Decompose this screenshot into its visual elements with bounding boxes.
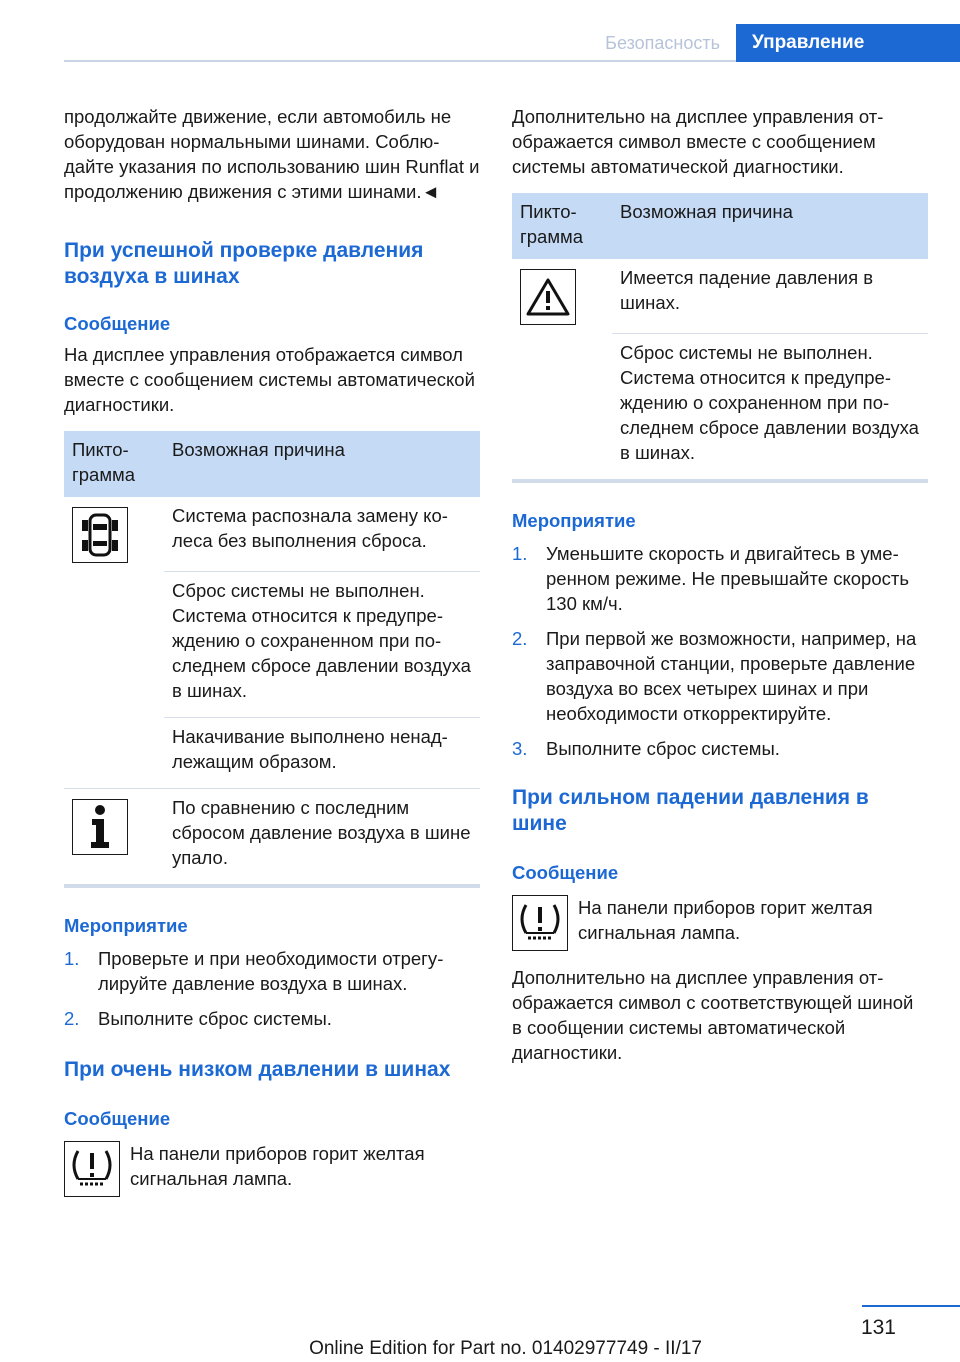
step-text: Уменьшите скорость и двигайтесь в умеренном режиме. Не превышайте скорость 130 км/ч. [546,542,909,614]
step-number: 3. [512,737,528,759]
table-row [64,717,480,788]
table-row [512,333,928,479]
table-end-rule [512,479,928,483]
subheading-action: Мероприятие [512,509,636,531]
list-item [512,626,928,726]
step-number: 1. [512,542,528,564]
lamp-text: На панели приборов горит желтая сигнальная лампа. [578,896,873,943]
table-header-cause: Возможная причина [612,193,928,259]
subheading-message: Сообщение [64,313,171,334]
lamp-text: На панели приборов горит желтая сигнальная лампа. [130,1142,425,1189]
action-steps [64,946,480,1031]
list-item [64,946,480,996]
table-cell-cause: Накачивание выполнено ненадлежащим образом. [164,717,480,788]
tab-safety[interactable]: Безопасность [605,33,720,53]
table-cell-cause: Система распознала замену колеса без выполнения сброса. [172,505,448,551]
step-text: Проверьте и при необходимости отрегулируйте давление воздуха в шинах. [98,947,444,994]
warning-lamp-message [512,895,928,951]
list-item [512,541,928,616]
list-item [512,736,928,761]
warning-lamp-message [64,1141,480,1197]
table-cell-cause: Сброс системы не выполнен. Система относится к предупреждению о сохраненном при последнем сбросе давлении воздуха в шинах. [612,333,928,479]
step-text: При первой же возможности, например, на заправочной станции, проверьте давление воздуха во всех четырех шинах и при необходимости откорректируйте. [546,627,917,724]
tab-control[interactable]: Управление [736,24,960,62]
table-end-rule [64,884,480,888]
step-text: Выполните сброс системы. [98,1007,332,1029]
table-header-row [512,193,928,259]
warning-triangle-icon [520,269,576,325]
table-cell-cause: Сброс системы не выполнен. Система относится к предупреждению о сохраненном при последнем сбросе давлении воздуха в шинах. [164,571,480,717]
right-column [512,104,928,1065]
pictogram-table-right [512,193,928,479]
footer-rule [862,1305,960,1307]
page-number: 131 [860,1316,896,1339]
table-row [512,259,928,333]
step-number: 2. [64,1007,80,1029]
table-row [64,571,480,717]
left-column [64,104,480,1197]
subheading-action: Мероприятие [64,914,188,936]
tire-pressure-warning-icon [64,1141,120,1197]
list-item [64,1006,480,1031]
heading-very-low-pressure: При очень низком давлении в шинах [64,1057,451,1081]
tire-pressure-warning-icon [512,895,568,951]
heading-success-check: При успешной проверке давления воздуха в шинах [64,239,424,288]
table-row [64,497,480,571]
table-header-row [64,431,480,497]
top-navigation [64,24,960,62]
table-header-pictogram: Пиктограмма [64,431,164,497]
subheading-message: Сообщение [512,861,619,883]
table-cell-cause: По сравнению с последним сбросом давление воздуха в шине упало. [164,788,480,884]
car-tires-icon [72,507,128,563]
table-cell-cause: Имеется падение давления в шинах. [620,267,874,313]
pictogram-table-left [64,431,480,884]
action-steps [512,541,928,761]
intro-paragraph: продолжайте движение, если автомобиль не оборудован нормальными шинами. Соблюдайте указания по использованию шин Runflat и продолжению движения с этими шинами.◄ [64,106,480,202]
step-number: 1. [64,947,80,969]
table-header-cause: Возможная причина [164,431,480,497]
heading-strong-pressure-drop: При сильном падении давления в шине [512,785,869,835]
table-row [64,788,480,884]
step-number: 2. [512,627,528,649]
info-icon [72,799,128,855]
table-header-pictogram: Пиктограмма [512,193,612,259]
outro-paragraph: Дополнительно на дисплее управления отображается символ с соответствующей шиной в сообщении системы автоматической диагностики. [512,966,914,1063]
message-paragraph: На дисплее управления отображается символ вместе с сообщением системы автоматической диагностики. [64,344,475,415]
step-text: Выполните сброс системы. [546,737,780,759]
subheading-message: Сообщение [64,1107,171,1129]
intro-paragraph: Дополнительно на дисплее управления отображается символ вместе с сообщением системы автоматической диагностики. [512,106,884,177]
edition-text: Online Edition for Part no. 01402977749 - II/17 [309,1338,702,1359]
